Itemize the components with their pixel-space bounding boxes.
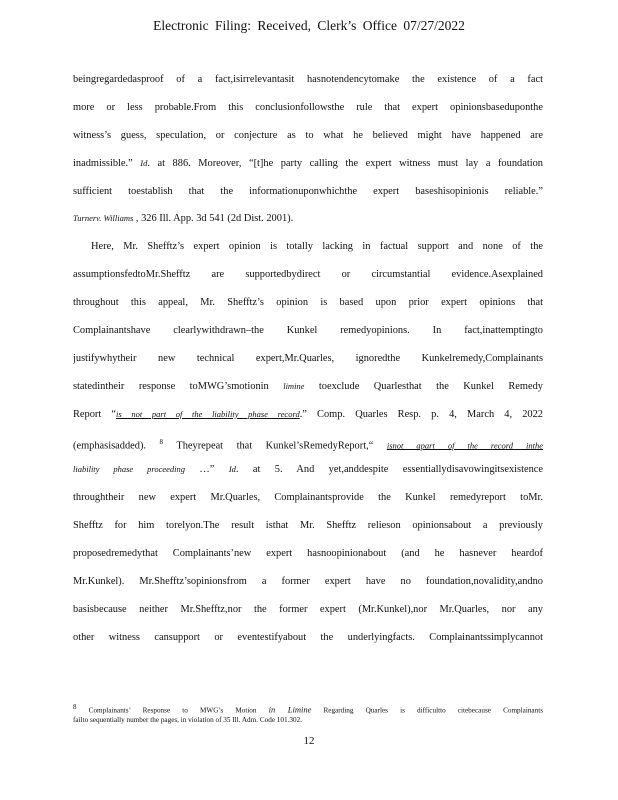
text-line: more or less probable.From this conclusionfollowsthe rule that expert opinionsbaseduponthe bbox=[73, 101, 543, 113]
footnote-line: 8 Complainants’ Response to MWG’s Motion in Limine Regarding Quarles is difficultto citebecause Complainants bbox=[73, 703, 544, 715]
page-number: 12 bbox=[303, 735, 315, 747]
filing-header: Electronic Filing: Received, Clerk’s Office 07/27/2022 bbox=[153, 18, 465, 33]
footnote-ref: 8 bbox=[159, 437, 164, 446]
text-line: Report “is not part of the liability phase record.” Comp. Quarles Resp. p. 4, March 4, 2022 bbox=[73, 408, 543, 420]
text-line: Here, Mr. Shefftz’s expert opinion is totally lacking in factual support and none of the bbox=[91, 241, 543, 253]
text-line: statedintheir response toMWG’smotionin limine toexclude Quarlesthat the Kunkel Remedy bbox=[73, 380, 543, 392]
text-line: inadmissible.” Id. at 886. Moreover, “[t]he party calling the expert witness must lay a foundation bbox=[73, 157, 543, 169]
case-name: Turnerv. Williams bbox=[73, 213, 134, 224]
text-line: Mr.Kunkel). Mr.Shefftz’sopinionsfrom a former expert have no foundation,novalidity,andno bbox=[73, 576, 543, 588]
text-line: basisbecause neither Mr.Shefftz,nor the former expert (Mr.Kunkel),nor Mr.Quarles, nor any bbox=[73, 603, 543, 615]
text-line: (emphasisadded). $^8$ Theyrepeat that Kunkel’sRemedyReport,“ isnot apart of the record inthe bbox=[73, 437, 543, 452]
limine-italic: limine bbox=[283, 380, 305, 391]
text-line: other witness cansupport or eventestifyabout the underlyingfacts. Complainantssimplycannot bbox=[73, 631, 543, 643]
text-line: Shefftz for him torelyon.The result isthat Mr. Shefftz relieson opinionsabout a previously bbox=[73, 520, 543, 532]
text-line: sufficient toestablish that the informationuponwhichthe expert baseshisopinionis reliable.” bbox=[73, 185, 543, 197]
id-citation: Id bbox=[140, 157, 148, 168]
footnote-line: failto sequentially number the pages, in violation of 35 Ill. Adm. Code 101.302. bbox=[73, 716, 302, 725]
text-line: Complainantshave clearlywithdrawn–the Kunkel remedyopinions. In fact,inattemptingto bbox=[73, 325, 543, 337]
text-line: beingregardedasproof of a fact,isirrelevantasit hasnotendencytomake the existence of a fact bbox=[73, 74, 543, 85]
text-line: witness’s guess, speculation, or conjecture as to what he believed might have happened are bbox=[73, 129, 543, 141]
underlined-quote: is not part of the liability phase record bbox=[116, 408, 300, 419]
text-line: assumptionsfedtoMr.Shefftz are supportedbydirect or circumstantial evidence.Asexplained bbox=[73, 269, 543, 281]
footnote bbox=[73, 702, 543, 725]
text-line: throughtheir new expert Mr.Quarles, Complainantsprovide the Kunkel remedyreport toMr. bbox=[73, 492, 543, 504]
footnote-number: 8 bbox=[73, 703, 77, 711]
italic-quote: liability phase proceeding bbox=[73, 464, 186, 475]
text-line: throughout this appeal, Mr. Shefftz’s opinion is based upon prior expert opinions that bbox=[73, 297, 543, 309]
underlined-quote: isnot apart of the record inthe bbox=[386, 440, 543, 451]
body-text bbox=[73, 66, 543, 652]
text-line: proposedremedythat Complainants’new expert hasnoopinionabout (and he hasnever heardof bbox=[73, 548, 543, 560]
text-line: justifywhytheir new technical expert,Mr.Quarles, ignoredthe Kunkelremedy,Complainants bbox=[73, 352, 543, 364]
text-line: Turnerv. Williams , 326 Ill. App. 3d 541 (2d Dist. 2001). bbox=[73, 213, 294, 225]
text-line: liability phase proceeding …” Id. at 5. And yet,anddespite essentiallydisavowingitsexistence bbox=[73, 464, 543, 476]
id-citation: Id bbox=[228, 464, 236, 475]
